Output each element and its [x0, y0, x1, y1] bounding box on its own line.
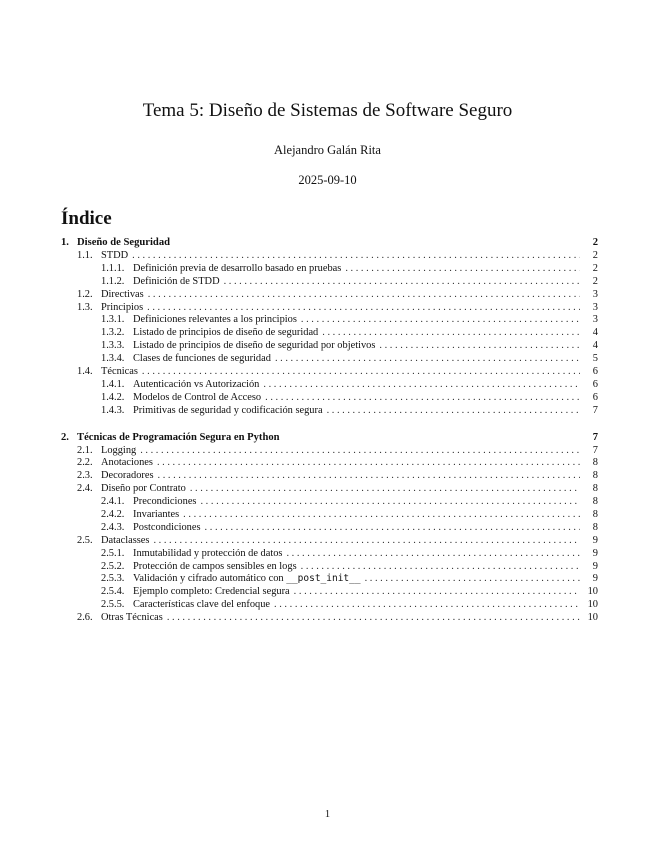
toc-entry-title: [101, 483, 186, 496]
toc-entry-number: 2.4.2.: [101, 509, 125, 521]
toc-entry-title: [133, 522, 201, 535]
toc-entry-title-text: Definiciones relevantes a los principios: [133, 314, 297, 326]
toc-entry-page: 9: [592, 534, 598, 546]
toc-entry-title-text: Inmutabilidad y protección de datos: [133, 547, 283, 559]
toc-entry-code: __post_init__: [286, 573, 361, 585]
toc-leader-dots: [286, 548, 580, 561]
toc-entry-number: 2.5.: [77, 534, 93, 546]
toc-entry-title: [133, 561, 297, 574]
toc-entry-number: 1.1.: [77, 250, 93, 261]
toc-subsection[interactable]: [61, 340, 598, 353]
toc-entry-page: 10: [587, 586, 598, 598]
toc-entry-title-text: Técnicas: [101, 366, 138, 378]
toc-entry-title: [133, 599, 270, 612]
toc-leader-dots: [345, 263, 580, 276]
toc-leader-dots: [274, 599, 580, 612]
toc-entry-title-text: Clases de funciones de seguridad: [133, 353, 271, 365]
toc-entry-title-text: Diseño por Contrato: [101, 483, 186, 495]
toc-subsection[interactable]: [61, 573, 598, 586]
toc-entry-title: [101, 302, 143, 315]
toc-entry-number: 2.2.: [77, 457, 93, 469]
document-title: Tema 5: Diseño de Sistemas de Software Seguro: [142, 100, 513, 121]
toc-entry-number: 1.4.1.: [101, 378, 125, 390]
toc-entry-number: 2.5.1.: [101, 547, 125, 559]
toc-leader-dots: [265, 392, 580, 405]
toc-subsection[interactable]: [61, 314, 598, 327]
toc-entry-number: 2.: [61, 431, 69, 443]
toc-entry-title-text: Ejemplo completo: Credencial segura: [133, 586, 290, 598]
toc-leader-dots: [263, 379, 580, 392]
toc-entry-page: 5: [592, 353, 598, 365]
toc-entry-title-text: Autenticación vs Autorización: [133, 378, 260, 390]
toc-entry-number: 1.2.: [77, 288, 93, 300]
toc-entry-title: [133, 353, 271, 366]
toc-entry-number: 1.1.2.: [101, 275, 125, 287]
toc-entry-title-text: STDD: [101, 250, 129, 261]
toc-entry-page: 8: [592, 483, 598, 495]
toc-entry-title-text: Precondiciones: [133, 496, 197, 508]
toc-entry-title: [101, 612, 163, 625]
toc-entry-title-text: Técnicas de Programación Segura en Python: [77, 431, 280, 443]
toc-leader-dots: [379, 340, 580, 353]
toc-entry-title: [133, 496, 196, 509]
toc-chapter[interactable]: [61, 431, 598, 445]
toc-entry-title-text: Características clave del enfoque: [133, 599, 271, 611]
toc-entry-page: 3: [592, 301, 598, 313]
toc-entry-number: 2.5.4.: [101, 586, 125, 598]
toc-leader-dots: [200, 496, 580, 509]
toc-entry-title: [133, 379, 259, 392]
toc-entry-number: 2.5.2.: [101, 560, 125, 572]
toc-entry-number: 1.3.1.: [101, 314, 125, 326]
toc-entry-page: 8: [592, 496, 598, 508]
toc-section[interactable]: [61, 470, 598, 483]
toc-heading: Índice: [61, 208, 112, 229]
toc-section[interactable]: [61, 612, 598, 625]
toc-entry-page: 4: [592, 327, 598, 339]
toc-leader-dots: [142, 366, 580, 379]
toc-section[interactable]: [61, 250, 598, 263]
toc-subsection[interactable]: [61, 509, 598, 522]
toc-entry-number: 1.: [61, 237, 69, 248]
toc-entry-title: [133, 509, 179, 522]
toc-entry-title-text: Modelos de Control de Acceso: [133, 391, 262, 403]
toc-entry-title: [133, 405, 323, 418]
toc-subsection[interactable]: [61, 392, 598, 405]
toc-subsection[interactable]: [61, 276, 598, 289]
toc-section[interactable]: [61, 445, 598, 458]
toc-entry-title-text: Definición de STDD: [133, 275, 220, 287]
toc-leader-dots: [301, 561, 580, 574]
toc-subsection[interactable]: [61, 353, 598, 366]
toc-entry-page: 9: [592, 573, 598, 585]
toc-entry-title: [101, 250, 128, 263]
toc-entry-title: [133, 573, 361, 586]
toc-entry-page: 8: [592, 470, 598, 482]
toc-entry-title-text: Listado de principios de diseño de seguridad por objetivos: [133, 340, 376, 352]
toc-leader-dots: [140, 445, 580, 458]
toc-entry-number: 1.3.: [77, 301, 93, 313]
toc-entry-page: 9: [592, 547, 598, 559]
toc-entry-title: [133, 586, 290, 599]
toc-entry-title-text: Validación y cifrado automático con: [133, 573, 287, 585]
page-number: 1: [324, 809, 331, 820]
toc-subsection[interactable]: [61, 263, 598, 276]
toc-leader-dots: [132, 250, 580, 263]
toc-entry-number: 1.4.: [77, 366, 93, 378]
toc-entry-number: 2.1.: [77, 444, 93, 456]
toc-entry-title-text: Diseño de Seguridad: [77, 237, 171, 248]
toc-entry-page: 6: [592, 378, 598, 390]
toc-entry-title-text: Postcondiciones: [133, 521, 201, 533]
toc-leader-dots: [158, 470, 580, 483]
toc-entry-title: [101, 457, 153, 470]
toc-subsection[interactable]: [61, 496, 598, 509]
toc-leader-dots: [205, 522, 580, 535]
toc-leader-dots: [147, 302, 580, 315]
toc-leader-dots: [157, 457, 580, 470]
toc-entry-page: 2: [592, 250, 598, 261]
toc-subsection[interactable]: [61, 548, 598, 561]
toc-entry-page: 7: [592, 444, 598, 456]
toc-entry-title-text: Decoradores: [101, 470, 154, 482]
toc-entry-title: [133, 340, 375, 353]
toc-entry-title: [101, 289, 144, 302]
toc-entry-title: [101, 535, 149, 548]
toc-leader-dots: [275, 353, 580, 366]
table-of-contents: [61, 236, 598, 625]
toc-entry-title: [101, 445, 136, 458]
toc-entry-page: 4: [592, 340, 598, 352]
toc-entry-title-text: Anotaciones: [101, 457, 153, 469]
toc-entry-number: 2.5.3.: [101, 573, 125, 585]
toc-entry-title: [133, 392, 261, 405]
toc-subsection[interactable]: [61, 327, 598, 340]
toc-entry-title-text: Dataclasses: [101, 534, 150, 546]
toc-entry-title-text: Principios: [101, 301, 144, 313]
toc-leader-dots: [294, 586, 580, 599]
toc-section[interactable]: [61, 302, 598, 315]
toc-entry-title: [133, 276, 220, 289]
toc-leader-dots: [190, 483, 580, 496]
toc-section[interactable]: [61, 366, 598, 379]
toc-entry-title-text: Primitivas de seguridad y codificación segura: [133, 404, 323, 416]
toc-subsection[interactable]: [61, 561, 598, 574]
toc-section[interactable]: [61, 483, 598, 496]
document-author: Alejandro Galán Rita: [274, 143, 381, 157]
toc-entry-page: 2: [592, 237, 598, 248]
toc-entry-number: 2.4.3.: [101, 521, 125, 533]
toc-entry-page: 8: [592, 457, 598, 469]
toc-entry-number: 2.4.1.: [101, 496, 125, 508]
toc-entry-number: 1.3.4.: [101, 353, 125, 365]
toc-leader-dots: [183, 509, 580, 522]
toc-section[interactable]: [61, 289, 598, 302]
toc-entry-number: 2.4.: [77, 483, 93, 495]
toc-entry-page: 6: [592, 366, 598, 378]
toc-leader-dots: [301, 314, 580, 327]
toc-entry-number: 2.5.5.: [101, 599, 125, 611]
toc-entry-page: 2: [592, 275, 598, 287]
toc-entry-title: [133, 314, 297, 327]
toc-entry-number: 2.3.: [77, 470, 93, 482]
toc-leader-dots: [153, 535, 580, 548]
toc-entry-page: 10: [587, 599, 598, 611]
toc-entry-page: 2: [592, 262, 598, 274]
toc-leader-dots: [327, 405, 580, 418]
toc-entry-page: 6: [592, 391, 598, 403]
toc-entry-page: 10: [587, 612, 598, 624]
toc-entry-title: [77, 431, 280, 445]
toc-entry-title-text: Invariantes: [133, 509, 180, 521]
toc-leader-dots: [224, 276, 580, 289]
toc-entry-number: 2.6.: [77, 612, 93, 624]
toc-entry-page: 7: [592, 431, 598, 443]
toc-subsection[interactable]: [61, 522, 598, 535]
toc-entry-page: 8: [592, 521, 598, 533]
toc-subsection[interactable]: [61, 599, 598, 612]
toc-chapter[interactable]: [61, 236, 598, 250]
toc-leader-dots: [148, 289, 580, 302]
toc-entry-page: 3: [592, 288, 598, 300]
toc-entry-number: 1.4.2.: [101, 391, 125, 403]
toc-entry-number: 1.4.3.: [101, 404, 125, 416]
toc-entry-page: 7: [592, 404, 598, 416]
toc-entry-title-text: Directivas: [101, 288, 144, 300]
toc-entry-title: [133, 548, 282, 561]
toc-entry-page: 3: [592, 314, 598, 326]
toc-entry-title: [133, 263, 341, 276]
toc-entry-number: 1.3.2.: [101, 327, 125, 339]
toc-subsection[interactable]: [61, 586, 598, 599]
toc-leader-dots: [365, 573, 580, 586]
toc-subsection[interactable]: [61, 379, 598, 392]
toc-section[interactable]: [61, 535, 598, 548]
toc-entry-page: 9: [592, 560, 598, 572]
toc-entry-title: [77, 236, 170, 250]
toc-subsection[interactable]: [61, 405, 598, 418]
document-date: 2025-09-10: [298, 173, 357, 187]
toc-leader-dots: [322, 327, 580, 340]
toc-entry-title-text: Protección de campos sensibles en logs: [133, 560, 297, 572]
toc-entry-title: [133, 327, 318, 340]
toc-entry-title-text: Otras Técnicas: [101, 612, 163, 624]
toc-entry-number: 1.3.3.: [101, 340, 125, 352]
toc-entry-title-text: Definición previa de desarrollo basado en pruebas: [133, 262, 342, 274]
toc-entry-title: [101, 366, 138, 379]
toc-entry-title-text: Logging: [101, 444, 137, 456]
toc-entry-title: [101, 470, 154, 483]
toc-entry-number: 1.1.1.: [101, 262, 125, 274]
toc-entry-title-text: Listado de principios de diseño de seguridad: [133, 327, 319, 339]
toc-entry-page: 8: [592, 509, 598, 521]
toc-leader-dots: [167, 612, 580, 625]
toc-section[interactable]: [61, 457, 598, 470]
